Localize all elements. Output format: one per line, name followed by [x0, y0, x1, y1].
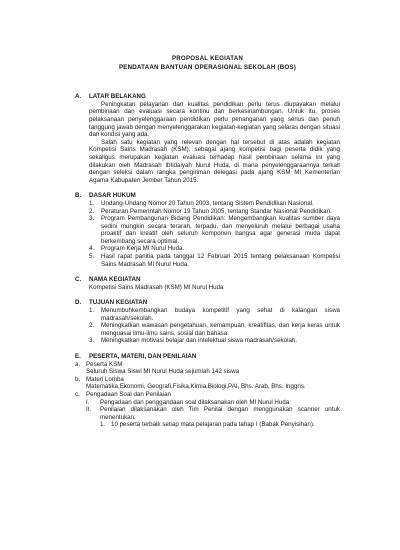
list-number: 2.	[89, 207, 95, 215]
list-item	[89, 215, 340, 245]
section-heading	[75, 93, 340, 101]
list-item-materi	[75, 376, 340, 391]
list-number: 1.	[100, 421, 106, 429]
list-text: 10 peserta terbaik setiap mata pelajaran pada tahap I (Babak Penyisihan).	[111, 421, 315, 429]
section-title: LATAR BELAKANG	[89, 93, 146, 101]
section-heading	[75, 299, 340, 307]
list-letter: b.	[75, 375, 81, 383]
list-text: Menumbuhkembangkan budaya kompetitif yang sehat di kalangan siswa madrasah/sekolah.	[101, 307, 340, 322]
section-letter: A.	[75, 93, 82, 101]
list-item	[89, 253, 340, 268]
list-number: 1.	[89, 307, 95, 315]
list-text: Meningkatkan motivasi belajar dan intelektual siswa madrasah/sekolah.	[101, 337, 298, 345]
list-number: 3.	[89, 337, 95, 345]
list-item	[89, 245, 340, 253]
section-body: Kompetisi Sains Madrasah (KSM) MI Nurul Huda	[89, 283, 224, 291]
list-letter: c.	[75, 390, 80, 398]
section-heading	[75, 353, 340, 361]
list-item	[89, 337, 340, 345]
section-title: DASAR HUKUM	[89, 192, 136, 200]
list-item-text: Matematika,Ekonomi, Geografi,Fisika,Kimia,Biologi,PAI, Bhs. Arab, Bhs. Inggris.	[86, 383, 306, 391]
numbered-list	[75, 307, 340, 345]
section-letter: C.	[75, 276, 82, 284]
list-text: Hasil rapat panitia pada tanggal 12 Februari 2015 tentang pelaksanaan Kompetisi Sains Madrasah MI Nurul Huda.	[101, 253, 340, 268]
section-letter: D.	[75, 299, 82, 307]
section-letter: E.	[75, 353, 81, 360]
list-number: 5.	[89, 253, 95, 261]
list-text: Peraturan Pemerintah Nomor 19 Tahun 2005, tentang Standar Nasional Pendidikan.	[101, 207, 332, 215]
list-item	[86, 406, 340, 421]
list-letter: a.	[75, 360, 81, 368]
list-text: Pengadaan dan penggandaan soal dilaksanakan oleh MI Nurul Huda	[100, 398, 290, 406]
document-subtitle: PENDATAAN BANTUAN OPERASIONAL SEKOLAH (BOS)	[118, 63, 297, 71]
section-peserta-materi-penilaian	[75, 353, 340, 429]
list-text: Meningkatkan wawasan pengetahuan, kemampuan, kreatifitas, dan kerja keras untuk menguasai ilmu-ilmu sains, sosial dan bahasa.	[101, 322, 340, 337]
section-title: NAMA KEGIATAN	[89, 276, 141, 284]
lettered-list	[75, 361, 340, 429]
roman-list	[86, 399, 340, 422]
nested-numbered-list	[86, 421, 340, 429]
list-item	[89, 307, 340, 322]
list-item	[89, 208, 340, 216]
list-text: Program Pembangunan Bidang Pendidikan: Mengembangkan kualitas sumber daya sedini mungkin secara terarah, terpadu, dan menyeluruh melalui berbagai usaha proaktif dan kreatif oleh seluruh komponen bangsa agar generasi muda dapat berkembang secara optimal.	[101, 215, 340, 245]
list-item-title: Peserta KSM	[86, 360, 123, 368]
section-nama-kegiatan	[75, 276, 340, 291]
section-latar-belakang	[75, 93, 340, 184]
list-item-pengadaan	[75, 391, 340, 429]
list-item-title: Materi Lomba	[86, 375, 124, 383]
list-item-content	[86, 376, 340, 391]
list-text: Penilaian dilaksanakan oleh Tim Penilai dengan menggunakan scanner untuk menentukan:	[100, 406, 340, 421]
section-body	[75, 101, 340, 185]
list-item-title: Pengadaan Soal dan Penilaian	[86, 390, 171, 398]
list-number: II.	[86, 406, 92, 414]
section-title: PESERTA, MATERI, DAN PENILAIAN	[89, 353, 197, 360]
section-tujuan-kegiatan	[75, 299, 340, 345]
list-number: 2.	[89, 322, 95, 330]
list-item-peserta	[75, 361, 340, 376]
list-item	[89, 200, 340, 208]
section-heading	[75, 276, 340, 284]
list-number: 3.	[89, 215, 95, 223]
list-item-content	[86, 391, 340, 429]
document-title: PROPOSAL KEGIATAN	[171, 55, 244, 62]
list-item	[100, 421, 340, 429]
numbered-list	[75, 200, 340, 268]
list-item-text: Seluruh Siswa Siswi MI Nurul Huda sejumlah 142 siswa	[86, 368, 240, 376]
list-text: Undang-Undang Nomor 20 Tahun 2003, tentang Sistem Pendidikan Nasional.	[101, 199, 314, 207]
list-item	[89, 322, 340, 337]
paragraph: Salah satu kegiatan yang relevan dengan hal tersebut di atas adalah kegiatan Kompetisi Sains Madrasah (KSM), sebagai ajang kompetisi bagi peserta didik yang sekaligus merupakan kegiatan evaluasi terhadap hasil pembinaan selama ini yang dilakukan oleh Madrasah Ibtidaiyah Nurul Huda, di mana penyelenggaraannya terkait dengan seleksi dalam rangka pengiriman delegasi pada ajang KSM MI Kementerian Agama Kabupaten Jember Tahun 2015.	[89, 138, 340, 184]
list-number: 1.	[89, 199, 95, 207]
paragraph: Peningkatan pelayanan dan kualitas pendidikan perlu terus diupayakan melalui pembinaan dan evaluasi secara kontinu dan berkesinambungan. Untuk itu, proses pelaksanaan penyelenggaraan pendidikan perlu penanganan yang serius dan penuh tanggung jawab dengan menyelenggarakan kegiatan-kegiatan yang selaras dengan situasi dan kondisi yang ada.	[89, 100, 340, 139]
section-heading	[75, 192, 340, 200]
list-number: 4.	[89, 245, 95, 253]
list-item	[86, 399, 340, 407]
list-number: I.	[86, 398, 90, 406]
section-letter: B.	[75, 192, 82, 200]
list-item-content	[86, 361, 340, 376]
section-dasar-hukum	[75, 192, 340, 268]
list-text: Program Kerja MI Nurul Huda.	[101, 245, 185, 253]
section-title: TUJUAN KEGIATAN	[89, 299, 148, 307]
